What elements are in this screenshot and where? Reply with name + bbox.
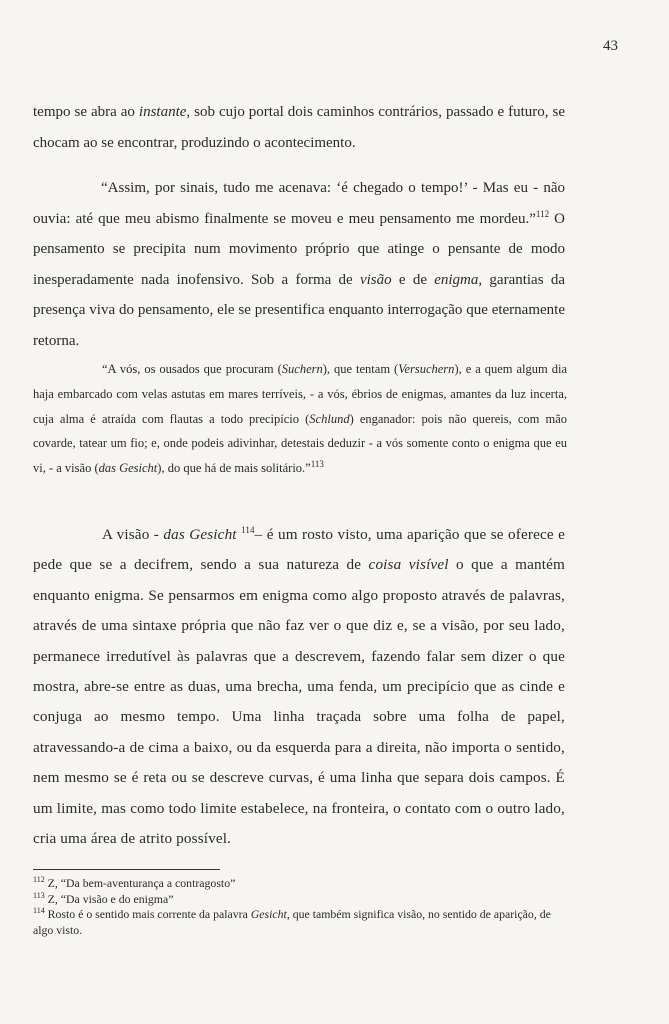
footnote-divider (33, 869, 220, 870)
page-number: 43 (603, 38, 618, 54)
block-quote: “A vós, os ousados que procuram (Suchern), que tentam (Versuchern), e a quem algum dia haja embarcado com velas astutas em mares terríveis, - a vós, ébrios de enigmas, amantes da luz incerta, cuja alma é atraída com flautas a todo precipício (Schlund) enganador: pois não quereis, com mão covarde, tatear um fio; e, onde podeis adivinhar, detestais deduzir - a vós somente conto o enigma que eu vi, - a visão (das Gesicht), do que há de mais solitário.”$^{113}$ (33, 362, 568, 476)
paragraph-2: “Assim, por sinais, tudo me acenava: ‘é chegado o tempo!’ - Mas eu - não ouvia: até que meu abismo finalmente se moveu e meu pensamento me mordeu.”$^{112}$ O pensamento se precipita num movimento próprio que atinge o pensante de modo inesperadamente nada inofensivo. Sob a forma de visão e de enigma, garantias da presença viva do pensamento, ele se presentifica enquanto interrogação que eternamente retorna. (33, 180, 565, 349)
footnote-ref-112: 112 (535, 208, 550, 219)
footnote-113: $^{113}$ Z, “Da visão e do enigma” (33, 890, 174, 906)
footnote-112: $^{112}$ Z, “Da bem-aventurança a contragosto” (33, 875, 236, 890)
footnote-ref-113: 113 (310, 459, 324, 470)
paragraph-3: A visão - das Gesicht $^{114}$– é um rosto visto, uma aparição que se oferece e pede que se a decifrem, sendo a sua natureza de coisa visível o que a mantém enquanto enigma. Se pensarmos em enigma como algo proposto através de palavras, através de uma sintaxe própria que não faz ver o que diz e, se a visão, por seu lado, permanece irredutível às palavras que a descrevem, fazendo falar sem dizer o que mostra, abre-se entre as duas, uma brecha, uma fenda, um precipício que as cinde e conjuga ao mesmo tempo. Uma linha traçada sobre uma folha de papel, atravessando-a de cima a baixo, ou da esquerda para a direita, não importa o sentido, nem mesmo se é reta ou se descreve curvas, é uma linha que separa dois campos. É um limite, mas como todo limite estabelece, na fronteira, o contato com o outro lado, cria uma área de atrito possível. (33, 524, 566, 848)
footnote-114: $^{114}$ Rosto é o sentido mais corrente da palavra Gesicht, que também significa visão, no sentido de aparição, de algo visto. (33, 906, 551, 937)
footnote-ref-114: 114 (241, 524, 255, 535)
footnotes (33, 876, 573, 938)
paragraph-1: tempo se abra ao instante, sob cujo portal dois caminhos contrários, passado e futuro, se chocam ao se encontrar, produzindo o acontecimento. (33, 104, 565, 151)
